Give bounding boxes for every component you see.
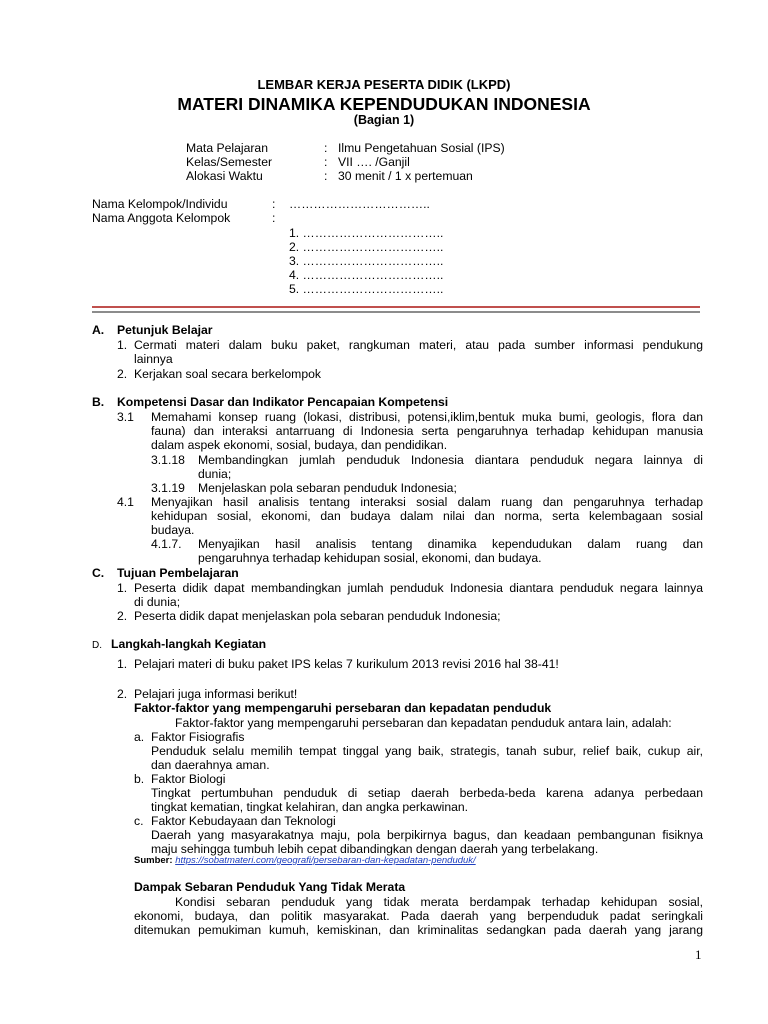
page-title: MATERI DINAMIKA KEPENDUDUKAN INDONESIA <box>177 94 591 114</box>
step-text: Pelajari juga informasi berikut! <box>134 687 298 701</box>
subject-value: Ilmu Pengetahuan Sosial (IPS) <box>338 141 505 155</box>
indicator-number: 3.1.19 <box>151 481 185 495</box>
colon: : <box>324 141 328 155</box>
factors-intro: Faktor-faktor yang mempengaruhi persebaran dan kepadatan penduduk antara lain, adalah: <box>175 716 672 730</box>
member-blank: 1. …………………………….. <box>289 226 444 240</box>
indicator-number: 4.1.7. <box>151 537 182 551</box>
indicator-text: Menyajikan hasil analisis tentang dinamika kependudukan dalam ruang dan <box>198 537 703 551</box>
group-name-label: Nama Kelompok/Individu <box>92 197 228 211</box>
source-label: Sumber: <box>134 855 173 866</box>
factors-heading: Faktor-faktor yang mempengaruhi persebaran dan kepadatan penduduk <box>134 701 552 715</box>
kd-text: Menyajikan hasil analisis tentang interaksi sosial dalam ruang dan pengaruhnya terhadap <box>151 495 703 509</box>
list-item-text: lainnya <box>134 352 173 366</box>
factor-letter: a. <box>134 730 145 744</box>
part-label: (Bagian 1) <box>353 113 415 127</box>
factor-text: tingkat kematian, tingkat kelahiran, dan angka perkawinan. <box>151 800 469 814</box>
indicator-text: Menjelaskan pola sebaran penduduk Indonesia; <box>198 481 457 495</box>
section-a-title: Petunjuk Belajar <box>117 323 213 337</box>
time-value: 30 menit / 1 x pertemuan <box>338 169 473 183</box>
factor-text: dan daerahnya aman. <box>151 758 270 772</box>
factor-letter: b. <box>134 772 145 786</box>
indicator-text: Membandingkan jumlah penduduk Indonesia diantara penduduk negara lainnya di <box>198 453 703 467</box>
source-link[interactable]: https://sobatmateri.com/geografi/persebaran-dan-kepadatan-penduduk/ <box>175 855 476 866</box>
divider-red <box>92 306 700 308</box>
kd-text: Memahami konsep ruang (lokasi, distribusi, potensi,iklim,bentuk muka bumi, geologis, flora dan <box>151 410 703 424</box>
group-name-blank: …………………………….. <box>289 197 430 211</box>
page-number: 1 <box>695 947 702 962</box>
indicator-text: pengaruhnya terhadap kehidupan sosial, ekonomi, dan budaya. <box>198 551 542 565</box>
kd-text: budaya. <box>151 523 195 537</box>
section-d-title: Langkah-langkah Kegiatan <box>111 637 267 651</box>
class-value: VII …. /Ganjil <box>338 155 410 169</box>
kd-number: 3.1 <box>117 410 134 424</box>
list-number: 2. <box>117 367 128 381</box>
list-item-text: Cermati materi dalam buku paket, rangkuman materi, atau pada sumber informasi pendukung <box>134 338 703 352</box>
factor-text: Penduduk selalu memilih tempat tinggal yang baik, strategis, tanah subur, relief baik, cukup air, <box>151 744 703 758</box>
colon: : <box>324 169 328 183</box>
step-number: 2. <box>117 687 128 701</box>
indicator-text: dunia; <box>198 467 232 481</box>
class-label: Kelas/Semester <box>186 155 273 169</box>
section-a-letter: A. <box>92 323 105 337</box>
impact-text: ditemukan pemukiman kumuh, kemiskinan, dan kriminalitas sedangkan pada daerah yang jarang <box>134 923 703 937</box>
subject-label: Mata Pelajaran <box>186 141 268 155</box>
colon: : <box>324 155 328 169</box>
section-d-letter: D. <box>92 640 102 651</box>
section-c-letter: C. <box>92 566 105 580</box>
factor-letter: c. <box>134 814 144 828</box>
divider-gray <box>92 311 700 313</box>
member-blank: 4. …………………………….. <box>289 268 444 282</box>
list-item-text: Kerjakan soal secara berkelompok <box>134 367 321 381</box>
colon: : <box>272 197 276 211</box>
kd-text: fauna) dan interaksi antarruang di Indonesia serta pengaruhnya terhadap kehidupan manusia <box>151 424 703 438</box>
step-text: Pelajari materi di buku paket IPS kelas 7 kurikulum 2013 revisi 2016 hal 38-41! <box>134 657 559 671</box>
step-number: 1. <box>117 657 128 671</box>
kd-text: kehidupan sosial, ekonomi, dan budaya dalam nilai dan norma, serta kelembagaan sosial <box>151 509 703 523</box>
indicator-number: 3.1.18 <box>151 453 185 467</box>
impact-text: ekonomi, budaya, dan politik masyarakat. Pada daerah yang berpenduduk padat seringkali <box>134 909 703 923</box>
section-c-title: Tujuan Pembelajaran <box>117 566 239 580</box>
member-blank: 5. …………………………….. <box>289 282 444 296</box>
impact-heading: Dampak Sebaran Penduduk Yang Tidak Merata <box>134 880 406 894</box>
factor-title: Faktor Kebudayaan dan Teknologi <box>151 814 336 828</box>
list-number: 1. <box>117 338 128 352</box>
factor-title: Faktor Fisiografis <box>151 730 245 744</box>
list-number: 1. <box>117 581 128 595</box>
member-blank: 2. …………………………….. <box>289 240 444 254</box>
factor-text: maju sehingga tumbuh lebih cepat dibandingkan dengan daerah yang terbelakang. <box>151 842 599 856</box>
list-item-text: di dunia; <box>134 595 181 609</box>
factor-title: Faktor Biologi <box>151 772 226 786</box>
member-blank: 3. …………………………….. <box>289 254 444 268</box>
group-members-label: Nama Anggota Kelompok <box>92 211 231 225</box>
source-line <box>134 854 476 868</box>
factor-text: Tingkat pertumbuhan penduduk di setiap daerah berbeda-beda karena adanya perbedaan <box>151 786 703 800</box>
colon: : <box>272 211 276 225</box>
kd-number: 4.1 <box>117 495 134 509</box>
worksheet-label: LEMBAR KERJA PESERTA DIDIK (LKPD) <box>257 77 511 92</box>
factor-text: Daerah yang masyarakatnya maju, pola berpikirnya bagus, dan keadaan pembangunan fisiknya <box>151 828 703 842</box>
time-label: Alokasi Waktu <box>186 169 263 183</box>
kd-text: dalam aspek ekonomi, sosial, budaya, dan pendidikan. <box>151 438 448 452</box>
section-b-letter: B. <box>92 395 105 409</box>
impact-text: Kondisi sebaran penduduk yang tidak merata berdampak terhadap kehidupan sosial, <box>175 895 703 909</box>
list-number: 2. <box>117 609 128 623</box>
list-item-text: Peserta didik dapat menjelaskan pola sebaran penduduk Indonesia; <box>134 609 501 623</box>
list-item-text: Peserta didik dapat membandingkan jumlah penduduk Indonesia diantara penduduk negara lainnya <box>134 581 703 595</box>
section-b-title: Kompetensi Dasar dan Indikator Pencapaian Kompetensi <box>117 395 449 409</box>
